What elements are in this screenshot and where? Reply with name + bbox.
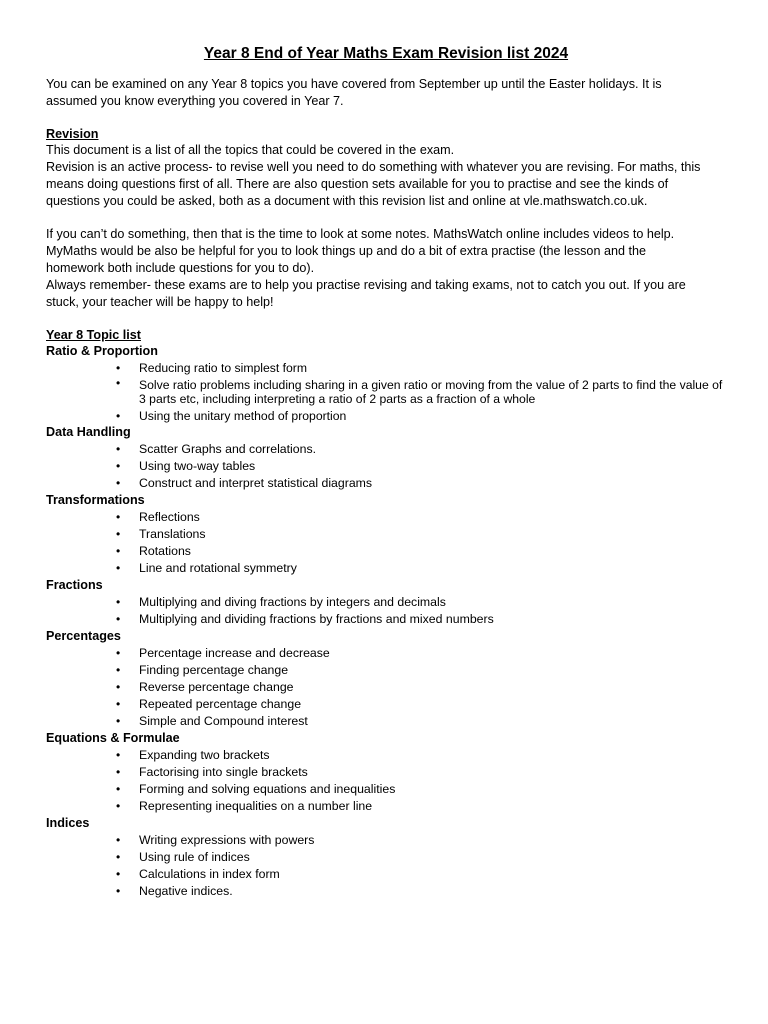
bullet-icon: • [116, 459, 121, 473]
list-item-text: Using rule of indices [139, 850, 250, 864]
list-item [116, 408, 726, 424]
revision-line: If you can’t do something, then that is the time to look at some notes. MathsWatch online includes videos to help. [46, 227, 675, 241]
section-title: Ratio & Proportion [46, 344, 158, 358]
document-page [46, 44, 726, 900]
revision-paragraph-2 [46, 226, 726, 311]
topic-section-percentages [46, 628, 726, 730]
list-item [116, 360, 726, 376]
bullet-icon: • [116, 544, 121, 558]
list-item [116, 849, 726, 866]
list-item [116, 458, 726, 475]
list-item-text: Rotations [139, 544, 191, 558]
bullet-icon: • [116, 765, 121, 779]
list-item [116, 662, 726, 679]
topic-section-indices [46, 815, 726, 900]
intro-line: assumed you know everything you covered in Year 7. [46, 94, 344, 108]
topic-section-transformations [46, 492, 726, 577]
list-item [116, 441, 726, 458]
list-item-text: Reverse percentage change [139, 680, 294, 694]
list-item [116, 883, 726, 900]
bullet-icon: • [116, 867, 121, 881]
list-item [116, 475, 726, 492]
bullet-icon: • [116, 646, 121, 660]
list-item [116, 764, 726, 781]
topic-items [46, 360, 726, 424]
list-item [116, 798, 726, 815]
list-item-text: Representing inequalities on a number line [139, 799, 373, 813]
revision-line: questions you could be asked, both as a document with this revision list and online at vle.mathswatch.co.uk. [46, 194, 648, 208]
topic-items [46, 594, 726, 628]
list-item [116, 560, 726, 577]
revision-line: means doing questions first of all. There are also question sets available for you to practise and see the kinds of [46, 177, 669, 191]
list-item-text: Line and rotational symmetry [139, 561, 297, 575]
section-title: Data Handling [46, 425, 131, 439]
list-item-text: Expanding two brackets [139, 748, 270, 762]
bullet-icon: • [116, 476, 121, 490]
bullet-icon: • [116, 850, 121, 864]
topic-list-heading: Year 8 Topic list [46, 328, 141, 342]
list-item-text: Simple and Compound interest [139, 714, 308, 728]
topic-section-ratio [46, 343, 726, 424]
bullet-icon: • [116, 409, 121, 423]
revision-line: stuck, your teacher will be happy to help! [46, 295, 274, 309]
topic-section-data-handling [46, 424, 726, 492]
list-item-text: Construct and interpret statistical diagrams [139, 476, 373, 490]
list-item [116, 781, 726, 798]
topic-items [46, 645, 726, 730]
bullet-icon: • [116, 561, 121, 575]
section-title: Transformations [46, 493, 145, 507]
list-item [116, 526, 726, 543]
list-item-text: Percentage increase and decrease [139, 646, 330, 660]
list-item-text: Calculations in index form [139, 867, 280, 881]
revision-line: This document is a list of all the topics that could be covered in the exam. [46, 143, 455, 157]
topic-section-fractions [46, 577, 726, 628]
revision-line: Revision is an active process- to revise well you need to do something with whatever you are revising. For maths, this [46, 160, 701, 174]
revision-line: homework both include questions for you to do). [46, 261, 315, 275]
list-item-text: Negative indices. [139, 884, 233, 898]
list-item-text: Multiplying and dividing fractions by fractions and mixed numbers [139, 612, 494, 626]
list-item [116, 594, 726, 611]
section-title: Fractions [46, 578, 103, 592]
list-item-text: Factorising into single brackets [139, 765, 308, 779]
bullet-icon: • [116, 833, 121, 847]
list-item-text: Reflections [139, 510, 200, 524]
section-title: Percentages [46, 629, 121, 643]
list-item-text: Solve ratio problems including sharing in a given ratio or moving from the value of 2 parts to find the value of 3 parts etc, including interpreting a ratio of 2 parts as a fraction of a whole [139, 378, 723, 406]
list-item-text: Using two-way tables [139, 459, 256, 473]
topic-items [46, 441, 726, 492]
list-item [116, 747, 726, 764]
list-item [116, 679, 726, 696]
topic-section-equations [46, 730, 726, 815]
intro-paragraph [46, 76, 726, 110]
list-item [116, 696, 726, 713]
bullet-icon: • [116, 884, 121, 898]
bullet-icon: • [116, 595, 121, 609]
list-item [116, 376, 726, 408]
topic-items [46, 509, 726, 577]
list-item [116, 866, 726, 883]
document-title: Year 8 End of Year Maths Exam Revision list 2024 [203, 45, 569, 62]
list-item [116, 543, 726, 560]
bullet-icon: • [116, 697, 121, 711]
bullet-icon: • [116, 799, 121, 813]
bullet-icon: • [116, 782, 121, 796]
bullet-icon: • [116, 680, 121, 694]
list-item-text: Multiplying and diving fractions by integers and decimals [139, 595, 446, 609]
bullet-icon: • [116, 748, 121, 762]
list-item-text: Forming and solving equations and inequalities [139, 782, 396, 796]
intro-line: You can be examined on any Year 8 topics you have covered from September up until the Easter holidays. It is [46, 77, 662, 91]
revision-line: Always remember- these exams are to help you practise revising and taking exams, not to catch you out. If you are [46, 278, 686, 292]
list-item [116, 611, 726, 628]
revision-heading: Revision [46, 127, 99, 141]
section-title: Indices [46, 816, 90, 830]
list-item-text: Finding percentage change [139, 663, 289, 677]
topic-items [46, 747, 726, 815]
bullet-icon: • [116, 714, 121, 728]
bullet-icon: • [116, 442, 121, 456]
list-item-text: Reducing ratio to simplest form [139, 361, 307, 375]
list-item-text: Using the unitary method of proportion [139, 409, 347, 423]
bullet-icon: • [116, 510, 121, 524]
revision-paragraph-1 [46, 142, 726, 210]
list-item [116, 713, 726, 730]
list-item [116, 645, 726, 662]
list-item [116, 509, 726, 526]
bullet-icon: • [116, 663, 121, 677]
bullet-icon: • [116, 612, 121, 626]
revision-line: MyMaths would be also be helpful for you to look things up and do a bit of extra practise (the lesson and the [46, 244, 646, 258]
section-title: Equations & Formulae [46, 731, 180, 745]
list-item-text: Translations [139, 527, 206, 541]
list-item-text: Repeated percentage change [139, 697, 302, 711]
bullet-icon: • [116, 376, 121, 390]
list-item-text: Writing expressions with powers [139, 833, 315, 847]
topic-items [46, 832, 726, 900]
bullet-icon: • [116, 361, 121, 375]
list-item [116, 832, 726, 849]
bullet-icon: • [116, 527, 121, 541]
list-item-text: Scatter Graphs and correlations. [139, 442, 317, 456]
